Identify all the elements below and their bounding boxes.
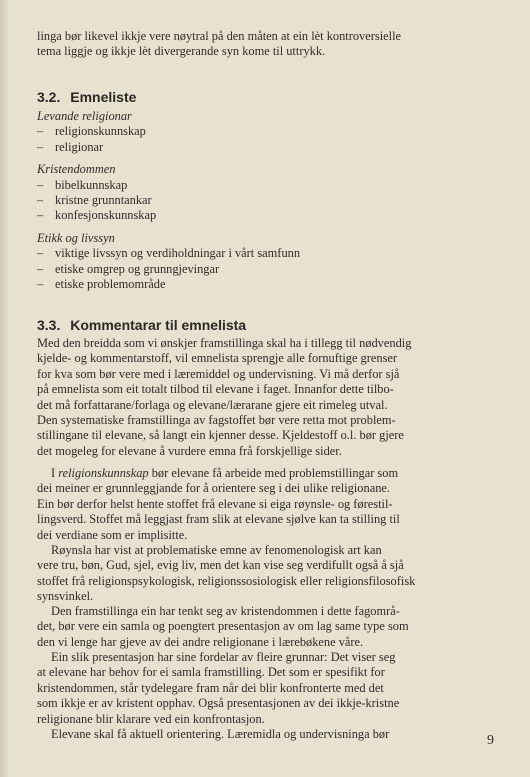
list-item [37, 140, 497, 155]
list-item [37, 193, 497, 208]
text-line: det må forfattarane/forlaga og elevane/lærarane gjere eit rimeleg utval. [37, 397, 388, 412]
text-line [37, 466, 497, 481]
page-binding-shadow [0, 0, 10, 777]
list-item-text: religionar [55, 139, 104, 154]
text-line: at elevane har behov for ei samla framstilling. Det som er spesifikt for [37, 665, 385, 680]
dash-marker: – [37, 139, 44, 154]
dash-marker: – [37, 208, 44, 223]
text-line: på emnelista som eit totalt tilbod til elevane i faget. Innanfor dette tilbo- [37, 382, 394, 397]
dash-marker: – [37, 177, 44, 192]
text-line: Med den breidda som vi ønskjer framstillinga skal ha i tillegg til nødvendig [37, 336, 412, 350]
text-line: vere tru, bøn, Gud, sjel, evig liv, men det kan vise seg verdifullt også å sjå [37, 558, 404, 573]
list-item-text: bibelkunnskap [55, 177, 128, 192]
paragraph [37, 650, 497, 727]
section-3-3-heading [37, 317, 246, 333]
list-item [37, 246, 497, 261]
text-line: det mogeleg for elevane å vurdere emna frå forskjellige sider. [37, 443, 342, 458]
list-item-text: etiske omgrep og grunngjevingar [55, 261, 220, 276]
text-line: synsvinkel. [37, 589, 94, 604]
list-item-text: kristne grunntankar [55, 193, 152, 208]
section-title: Emneliste [70, 89, 137, 105]
topic-group-title: Kristendommen [37, 162, 116, 177]
section-number: 3.2. [37, 89, 61, 105]
emphasis-term: religionskunnskap [58, 466, 149, 480]
text-line: som ikkje er av kristent opphav. Også presentasjonen av dei ikkje-kristne [37, 696, 400, 711]
text-line: kjelde- og kommentarstoff, vil emnelista sprengje alle fornuftige grenser [37, 351, 398, 366]
section-3-2-heading [37, 89, 136, 105]
list-item [37, 178, 497, 193]
text-line: kristendommen, står tydelegare fram når dei blir konfronterte med det [37, 680, 384, 695]
paragraph [37, 727, 497, 742]
paragraph [37, 604, 497, 650]
text-line: Ein bør derfor helst hente stoffet frå elevane si eiga røynsle- og førestil- [37, 496, 393, 511]
text-line: Elevane skal få aktuell orientering. Læremidla og undervisninga bør [51, 727, 390, 741]
topic-group-title: Etikk og livssyn [37, 230, 115, 245]
list-item-text: viktige livssyn og verdiholdningar i vårt samfunn [55, 246, 301, 261]
paragraph [37, 543, 497, 605]
list-item [37, 277, 497, 292]
list-item [37, 124, 497, 139]
dash-marker: – [37, 261, 44, 276]
topic-group-title: Levande religionar [37, 109, 132, 123]
text-line: Den framstillinga ein har tenkt seg av kristendommen i dette fagområ- [51, 604, 400, 618]
list-item-text: etiske problemområde [55, 277, 166, 292]
dash-marker: – [37, 277, 44, 292]
text-line: Den systematiske framstillinga av fagstoffet bør vere retta mot problem- [37, 413, 396, 428]
text-line: stoffet frå religionspsykologisk, religionssosiologisk eller religionsfilosofisk [37, 573, 416, 588]
intro-line: linga bør likevel ikkje vere nøytral på den måten at ein lèt kontroversielle [37, 29, 402, 43]
text-line: det, bør vere ein samla og poengtert presentasjon av om lag same type som [37, 619, 409, 634]
paragraph [37, 336, 497, 459]
dash-marker: – [37, 246, 44, 261]
text-line: for kva som bør vere med i læremiddel og undervisning. Vi må derfor sjå [37, 366, 400, 381]
topic-list [37, 109, 497, 292]
text-line: dei verdiane som er implisitte. [37, 527, 188, 542]
page-number: 9 [487, 733, 494, 748]
paragraph [37, 466, 497, 543]
list-item-text: konfesjonskunnskap [55, 208, 157, 223]
text-line: stillingane til elevane, så langt ein kjenner desse. Kjeldestoff o.l. bør gjere [37, 428, 404, 443]
text-line: Ein slik presentasjon har sine fordelar av fleire grunnar: Det viser seg [51, 650, 396, 664]
text-line: den vi lenge har gjeve av dei andre religionane i lærebøkene våre. [37, 634, 364, 649]
list-item [37, 208, 497, 223]
text-fragment: bør elevane få arbeide med problemstillingar som [148, 466, 399, 480]
text-line: dei meiner er grunnleggjande for å orientere seg i dei ulike religionane. [37, 481, 390, 496]
text-line: religionane blir klarare ved ein konfrontasjon. [37, 711, 265, 726]
intro-line: tema liggje og ikkje lèt divergerande syn kome til uttrykk. [37, 44, 326, 59]
list-item [37, 262, 497, 277]
text-line: lingsverd. Stoffet må leggjast fram slik at elevane sjølve kan ta stilling til [37, 512, 400, 527]
intro-paragraph [37, 29, 497, 60]
list-item-text: religionskunnskap [55, 124, 146, 139]
dash-marker: – [37, 124, 44, 139]
text-line: Røynsla har vist at problematiske emne av fenomenologisk art kan [51, 543, 382, 557]
section-number: 3.3. [37, 317, 61, 333]
text-fragment: I [51, 466, 59, 480]
section-title: Kommentarar til emnelista [70, 317, 247, 333]
dash-marker: – [37, 193, 44, 208]
